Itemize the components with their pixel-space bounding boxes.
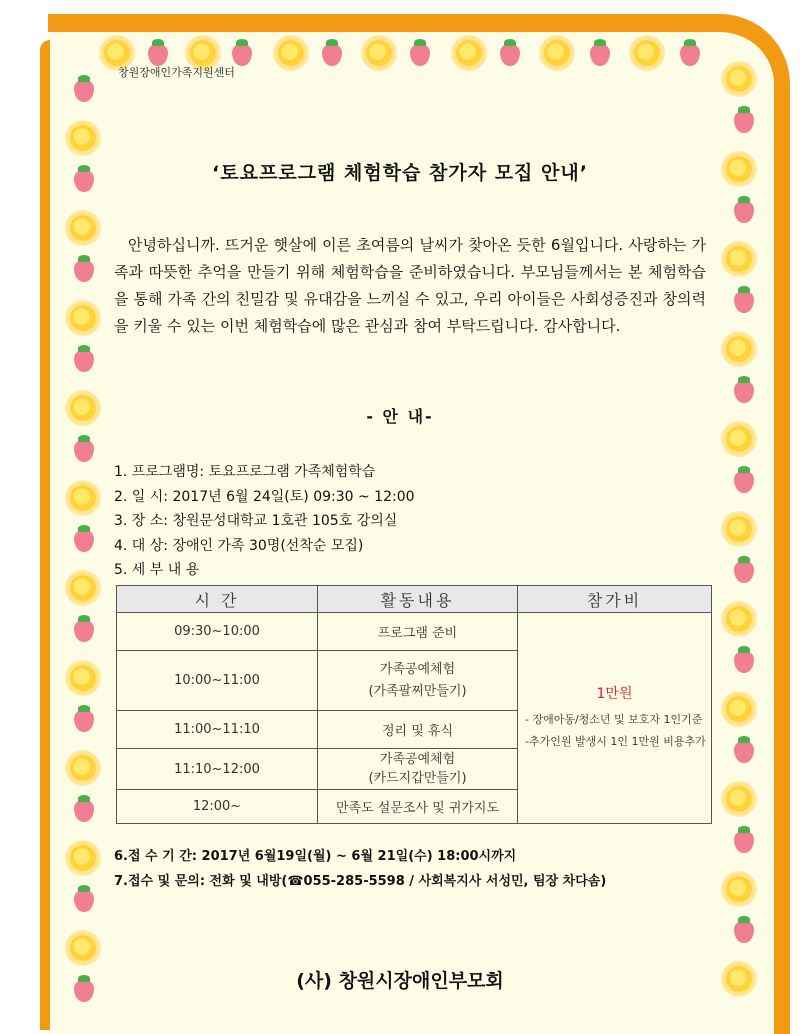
- activity-line-1: 가족공예체험: [379, 661, 456, 677]
- info-item-place: 3. 장 소: 창원문성대학교 1호관 105호 강의실: [114, 513, 398, 529]
- org-name-small: 창원장애인가족지원센터: [118, 66, 235, 79]
- sun-icon: [726, 876, 752, 902]
- sun-icon: [726, 696, 752, 722]
- sun-icon: [70, 305, 96, 331]
- cell-time: 11:00~11:10: [117, 711, 318, 749]
- sun-icon: [726, 246, 752, 272]
- info-item-program: 1. 프로그램명: 토요프로그램 가족체험학습: [114, 464, 376, 480]
- footer-org-name: (사) 창원시장애인부모회: [296, 970, 504, 992]
- sun-icon: [70, 215, 96, 241]
- info-list: [114, 460, 415, 583]
- sun-icon: [634, 40, 660, 66]
- sun-icon: [726, 606, 752, 632]
- frame-left-border: [40, 40, 50, 1030]
- activity-line-1: 가족공예체험: [379, 752, 456, 767]
- cell-activity: 프로그램 준비: [318, 613, 518, 651]
- activity-line-2: (가족팔찌만들기): [368, 683, 467, 699]
- fee-note-2: -추가인원 발생시 1인 1만원 비용추가: [525, 735, 706, 748]
- cell-activity: 만족도 설문조사 및 귀가지도: [318, 790, 518, 824]
- sun-icon: [70, 845, 96, 871]
- intro-text: 안녕하십니까. 뜨거운 햇살에 이른 초여름의 날씨가 찾아온 듯한 6월입니다. 사랑하는 가족과 따뜻한 추억을 만들기 위해 체험학습을 준비하였습니다. 부모님들께서는 본 체험학습을 통해 가족 간의 친밀감 및 유대감을 느끼실 수 있고, 우리 아이들은 사회성증진과 창의력을 키울 수 있는 이번 체험학습에 많은 관심과 참여 부탁드립니다. 감사합니다.: [114, 236, 706, 335]
- sun-icon: [726, 786, 752, 812]
- header-activity: 활동내용: [318, 586, 518, 613]
- registration-info: [114, 844, 606, 894]
- cell-time: 11:10~12:00: [117, 749, 318, 790]
- cell-fee: [518, 613, 712, 824]
- sun-icon: [278, 40, 304, 66]
- sun-icon: [70, 485, 96, 511]
- table-row: [117, 613, 712, 651]
- info-item-target: 4. 대 상: 장애인 가족 30명(선착순 모집): [114, 537, 364, 554]
- info-item-contact: 7.접수 및 문의: 전화 및 내방(☎055-285-5598 / 사회복지사 서성민, 팀장 차다솜): [114, 874, 607, 889]
- sun-icon: [726, 66, 752, 92]
- info-item-period: 6.접 수 기 간: 2017년 6월19일(월) ~ 6월 21일(수) 18:00시까지: [114, 849, 517, 864]
- page-title: ‘토요프로그램 체험학습 참가자 모집 안내’: [212, 162, 588, 184]
- sun-icon: [104, 40, 130, 66]
- cell-activity: [318, 651, 518, 711]
- sun-icon: [70, 755, 96, 781]
- sun-icon: [366, 40, 392, 66]
- header-time: 시 간: [117, 586, 318, 613]
- fee-note-1: - 장애아동/청소년 및 보호자 1인기준: [525, 713, 703, 726]
- intro-paragraph: [114, 232, 706, 340]
- sun-icon: [726, 516, 752, 542]
- sun-icon: [70, 125, 96, 151]
- fee-amount: 1만원: [596, 686, 633, 702]
- schedule-table: [116, 585, 712, 824]
- cell-time: 10:00~11:00: [117, 651, 318, 711]
- info-item-datetime: 2. 일 시: 2017년 6월 24일(토) 09:30 ~ 12:00: [114, 488, 415, 505]
- table-header-row: [117, 586, 712, 613]
- sun-icon: [70, 665, 96, 691]
- sun-icon: [726, 336, 752, 362]
- cell-time: 09:30~10:00: [117, 613, 318, 651]
- activity-line-2: (카드지갑만들기): [368, 771, 467, 786]
- info-item-details: 5. 세 부 내 용: [114, 562, 200, 578]
- sun-icon: [70, 935, 96, 961]
- cell-activity: 정리 및 휴식: [318, 711, 518, 749]
- notice-heading: - 안 내-: [366, 407, 434, 426]
- cell-time: 12:00~: [117, 790, 318, 824]
- header-fee: 참가비: [518, 586, 712, 613]
- sun-icon: [190, 40, 216, 66]
- sun-icon: [726, 426, 752, 452]
- sun-icon: [70, 575, 96, 601]
- cell-activity: [318, 749, 518, 790]
- sun-icon: [456, 40, 482, 66]
- sun-icon: [544, 40, 570, 66]
